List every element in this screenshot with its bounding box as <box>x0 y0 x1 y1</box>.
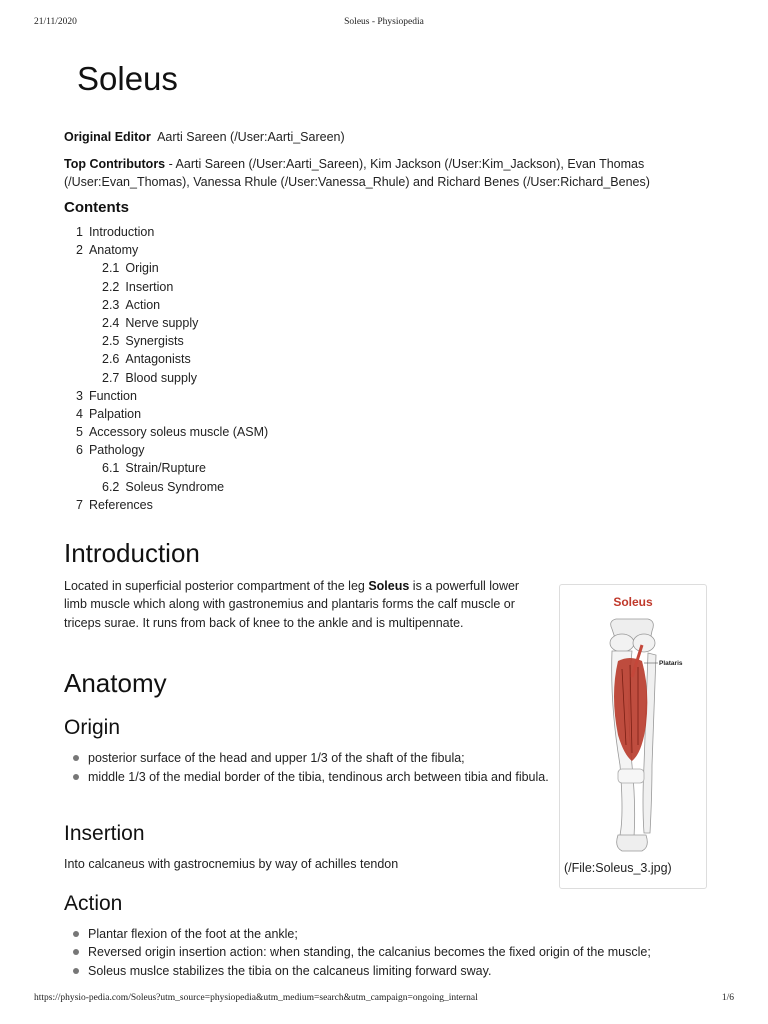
toc-item-insertion[interactable]: 2.2 Insertion <box>102 279 174 294</box>
toc-item-nerve-supply[interactable]: 2.4 Nerve supply <box>102 315 199 330</box>
article-content <box>64 128 714 514</box>
figure-caption-link[interactable]: (/File:Soleus_3.jpg) <box>564 861 672 875</box>
toc-item-synergists[interactable]: 2.5 Synergists <box>102 334 184 349</box>
figure-label: Plataris <box>659 660 683 667</box>
top-contributors-label: Top Contributors <box>64 157 166 171</box>
origin-item: middle 1/3 of the medial border of the tibia, tendinous arch between tibia and fibula. <box>88 768 558 787</box>
print-page-title: Soleus - Physiopedia <box>344 17 424 27</box>
soleus-figure[interactable] <box>559 584 707 889</box>
insertion-heading: Insertion <box>64 822 145 845</box>
toc-item-function[interactable]: 3 Function <box>76 388 137 403</box>
toc-item-antagonists[interactable]: 2.6 Antagonists <box>102 352 191 367</box>
toc-item-blood-supply[interactable]: 2.7 Blood supply <box>102 370 197 385</box>
toc-item-accessory-soleus[interactable]: 5 Accessory soleus muscle (ASM) <box>76 425 269 440</box>
introduction-heading: Introduction <box>64 538 200 568</box>
toc-item-soleus-syndrome[interactable]: 6.2 Soleus Syndrome <box>102 479 225 494</box>
action-heading: Action <box>64 892 123 915</box>
action-item: Soleus muslce stabilizes the tibia on the calcaneus limiting forward sway. <box>88 962 748 980</box>
leg-illustration <box>560 585 706 855</box>
action-list <box>64 925 748 980</box>
original-editor-label: Original Editor <box>64 130 151 144</box>
toc-item-pathology[interactable]: 6 Pathology <box>76 443 145 458</box>
toc-item-strain-rupture[interactable]: 6.1 Strain/Rupture <box>102 461 206 476</box>
origin-list <box>64 749 558 786</box>
original-editor-link[interactable]: Aarti Sareen (/User:Aarti_Sareen) <box>157 130 345 144</box>
introduction-text: Located in superficial posterior compartment of the leg Soleus is a powerfull lower limb muscle which along with gastronemius and plantaris forms the calf muscle or triceps surae. It runs from back of knee to the ankle and is multipennate. <box>64 579 520 630</box>
action-item: Plantar flexion of the foot at the ankle; <box>88 925 748 943</box>
toc-item-references[interactable]: 7 References <box>76 497 153 512</box>
contents-title: Contents <box>64 199 129 216</box>
original-editor <box>64 128 714 146</box>
table-of-contents <box>64 223 714 514</box>
toc-item-introduction[interactable]: 1 Introduction <box>76 225 155 239</box>
soleus-bold: Soleus <box>368 579 410 593</box>
toc-item-origin[interactable]: 2.1 Origin <box>102 261 159 276</box>
top-contributors <box>64 155 714 191</box>
print-date: 21/11/2020 <box>34 17 77 27</box>
page-title: Soleus <box>77 60 178 97</box>
insertion-text: Into calcaneus with gastrocnemius by way of achilles tendon <box>64 857 399 871</box>
origin-item: posterior surface of the head and upper 1/3 of the shaft of the fibula; <box>88 749 558 768</box>
figure-title: Soleus <box>613 595 653 609</box>
action-item: Reversed origin insertion action: when standing, the calcanius becomes the fixed origin of the muscle; <box>88 943 748 961</box>
origin-heading: Origin <box>64 716 121 739</box>
print-page-number: 1/6 <box>721 993 734 1003</box>
anatomy-heading: Anatomy <box>64 668 167 698</box>
toc-item-palpation[interactable]: 4 Palpation <box>76 406 142 421</box>
print-url: https://physio-pedia.com/Soleus?utm_source=physiopedia&utm_medium=search&utm_campaign=ongoing_internal <box>34 993 478 1003</box>
top-contributors-list[interactable]: - Aarti Sareen (/User:Aarti_Sareen), Kim Jackson (/User:Kim_Jackson), Evan Thomas (/User:Evan_Thomas), Vanessa Rhule (/User:Vanessa_Rhule) and Richard Benes (/User:Richard_Benes) <box>64 157 650 189</box>
toc-item-action[interactable]: 2.3 Action <box>102 297 161 312</box>
toc-item-anatomy[interactable]: 2 Anatomy <box>76 243 139 258</box>
